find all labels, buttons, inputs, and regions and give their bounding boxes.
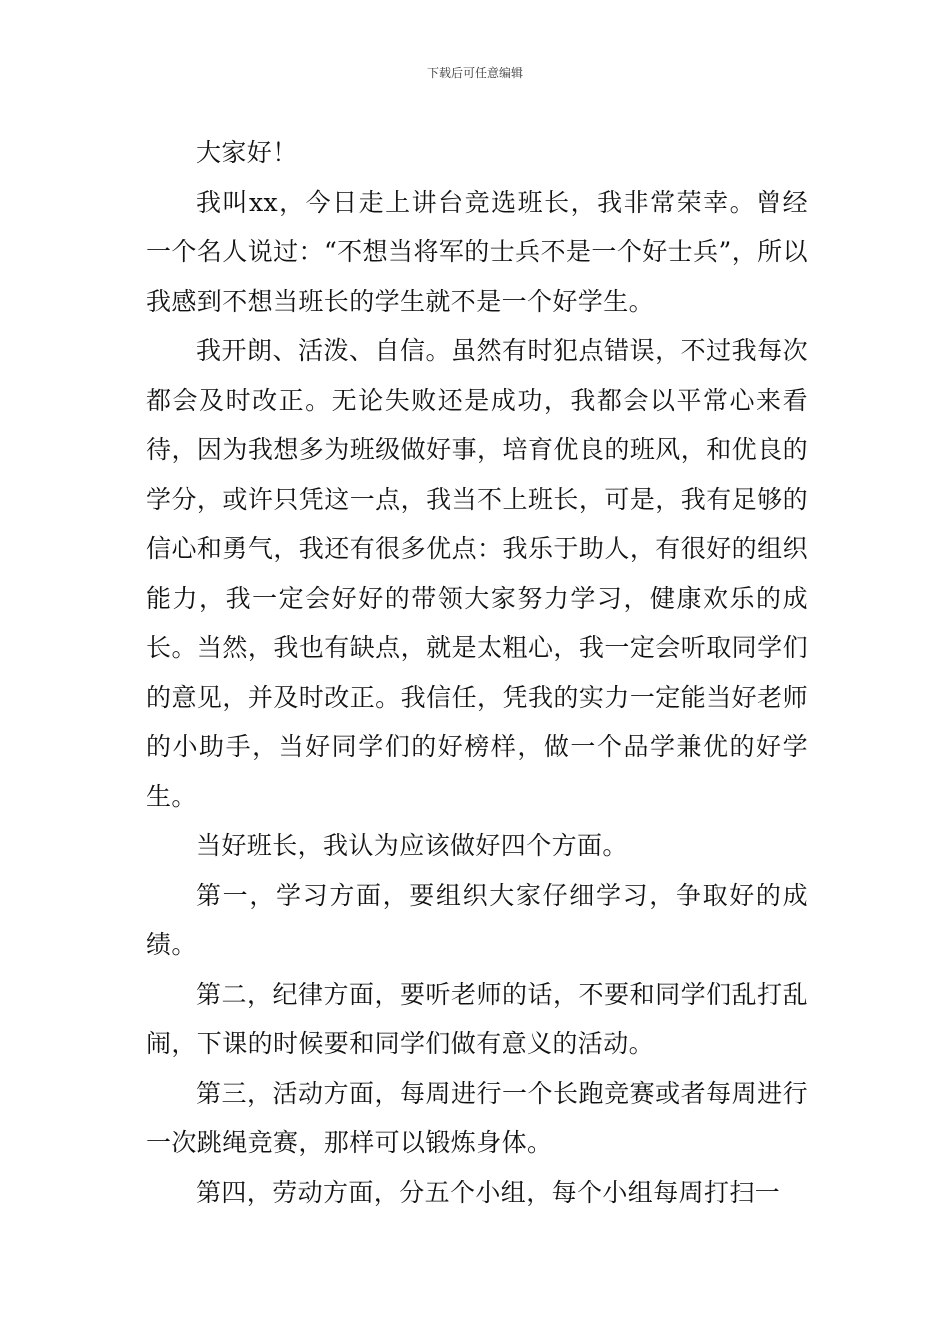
paragraph-self-description: 我开朗、活泼、自信。虽然有时犯点错误，不过我每次都会及时改正。无论失败还是成功，我都会以平常心来看待，因为我想多为班级做好事，培育优良的班风，和优良的学分，或许只凭这一点，我当不上班长，可是，我有足够的信心和勇气，我还有很多优点：我乐于助人，有很好的组织能力，我一定会好好的带领大家努力学习，健康欢乐的成长。当然，我也有缺点，就是太粗心，我一定会听取同学们的意见，并及时改正。我信任，凭我的实力一定能当好老师的小助手，当好同学们的好榜样，做一个品学兼优的好学生。 [146,336,808,811]
paragraph-first-study: 第一，学习方面，要组织大家仔细学习，争取好的成绩。 [146,880,808,959]
paragraph-greeting: 大家好！ [196,138,298,167]
page-header-note: 下载后可任意编辑 [426,66,523,80]
paragraph-fourth-labor: 第四，劳动方面，分五个小组，每个小组每周打扫一 [196,1177,781,1207]
paragraph-third-activities: 第三，活动方面，每周进行一个长跑竞赛或者每周进行一次跳绳竞赛，那样可以锻炼身体。 [146,1078,808,1157]
paragraph-introduction: 我叫xx，今日走上讲台竞选班长，我非常荣幸。曾经一个名人说过：“不想当将军的士兵不是一个好士兵”，所以我感到不想当班长的学生就不是一个好学生。 [146,187,808,316]
document-body [146,128,808,1217]
paragraph-second-discipline: 第二，纪律方面，要听老师的话，不要和同学们乱打乱闹，下课的时候要和同学们做有意义的活动。 [146,979,808,1058]
paragraph-four-aspects: 当好班长，我认为应该做好四个方面。 [196,831,628,860]
